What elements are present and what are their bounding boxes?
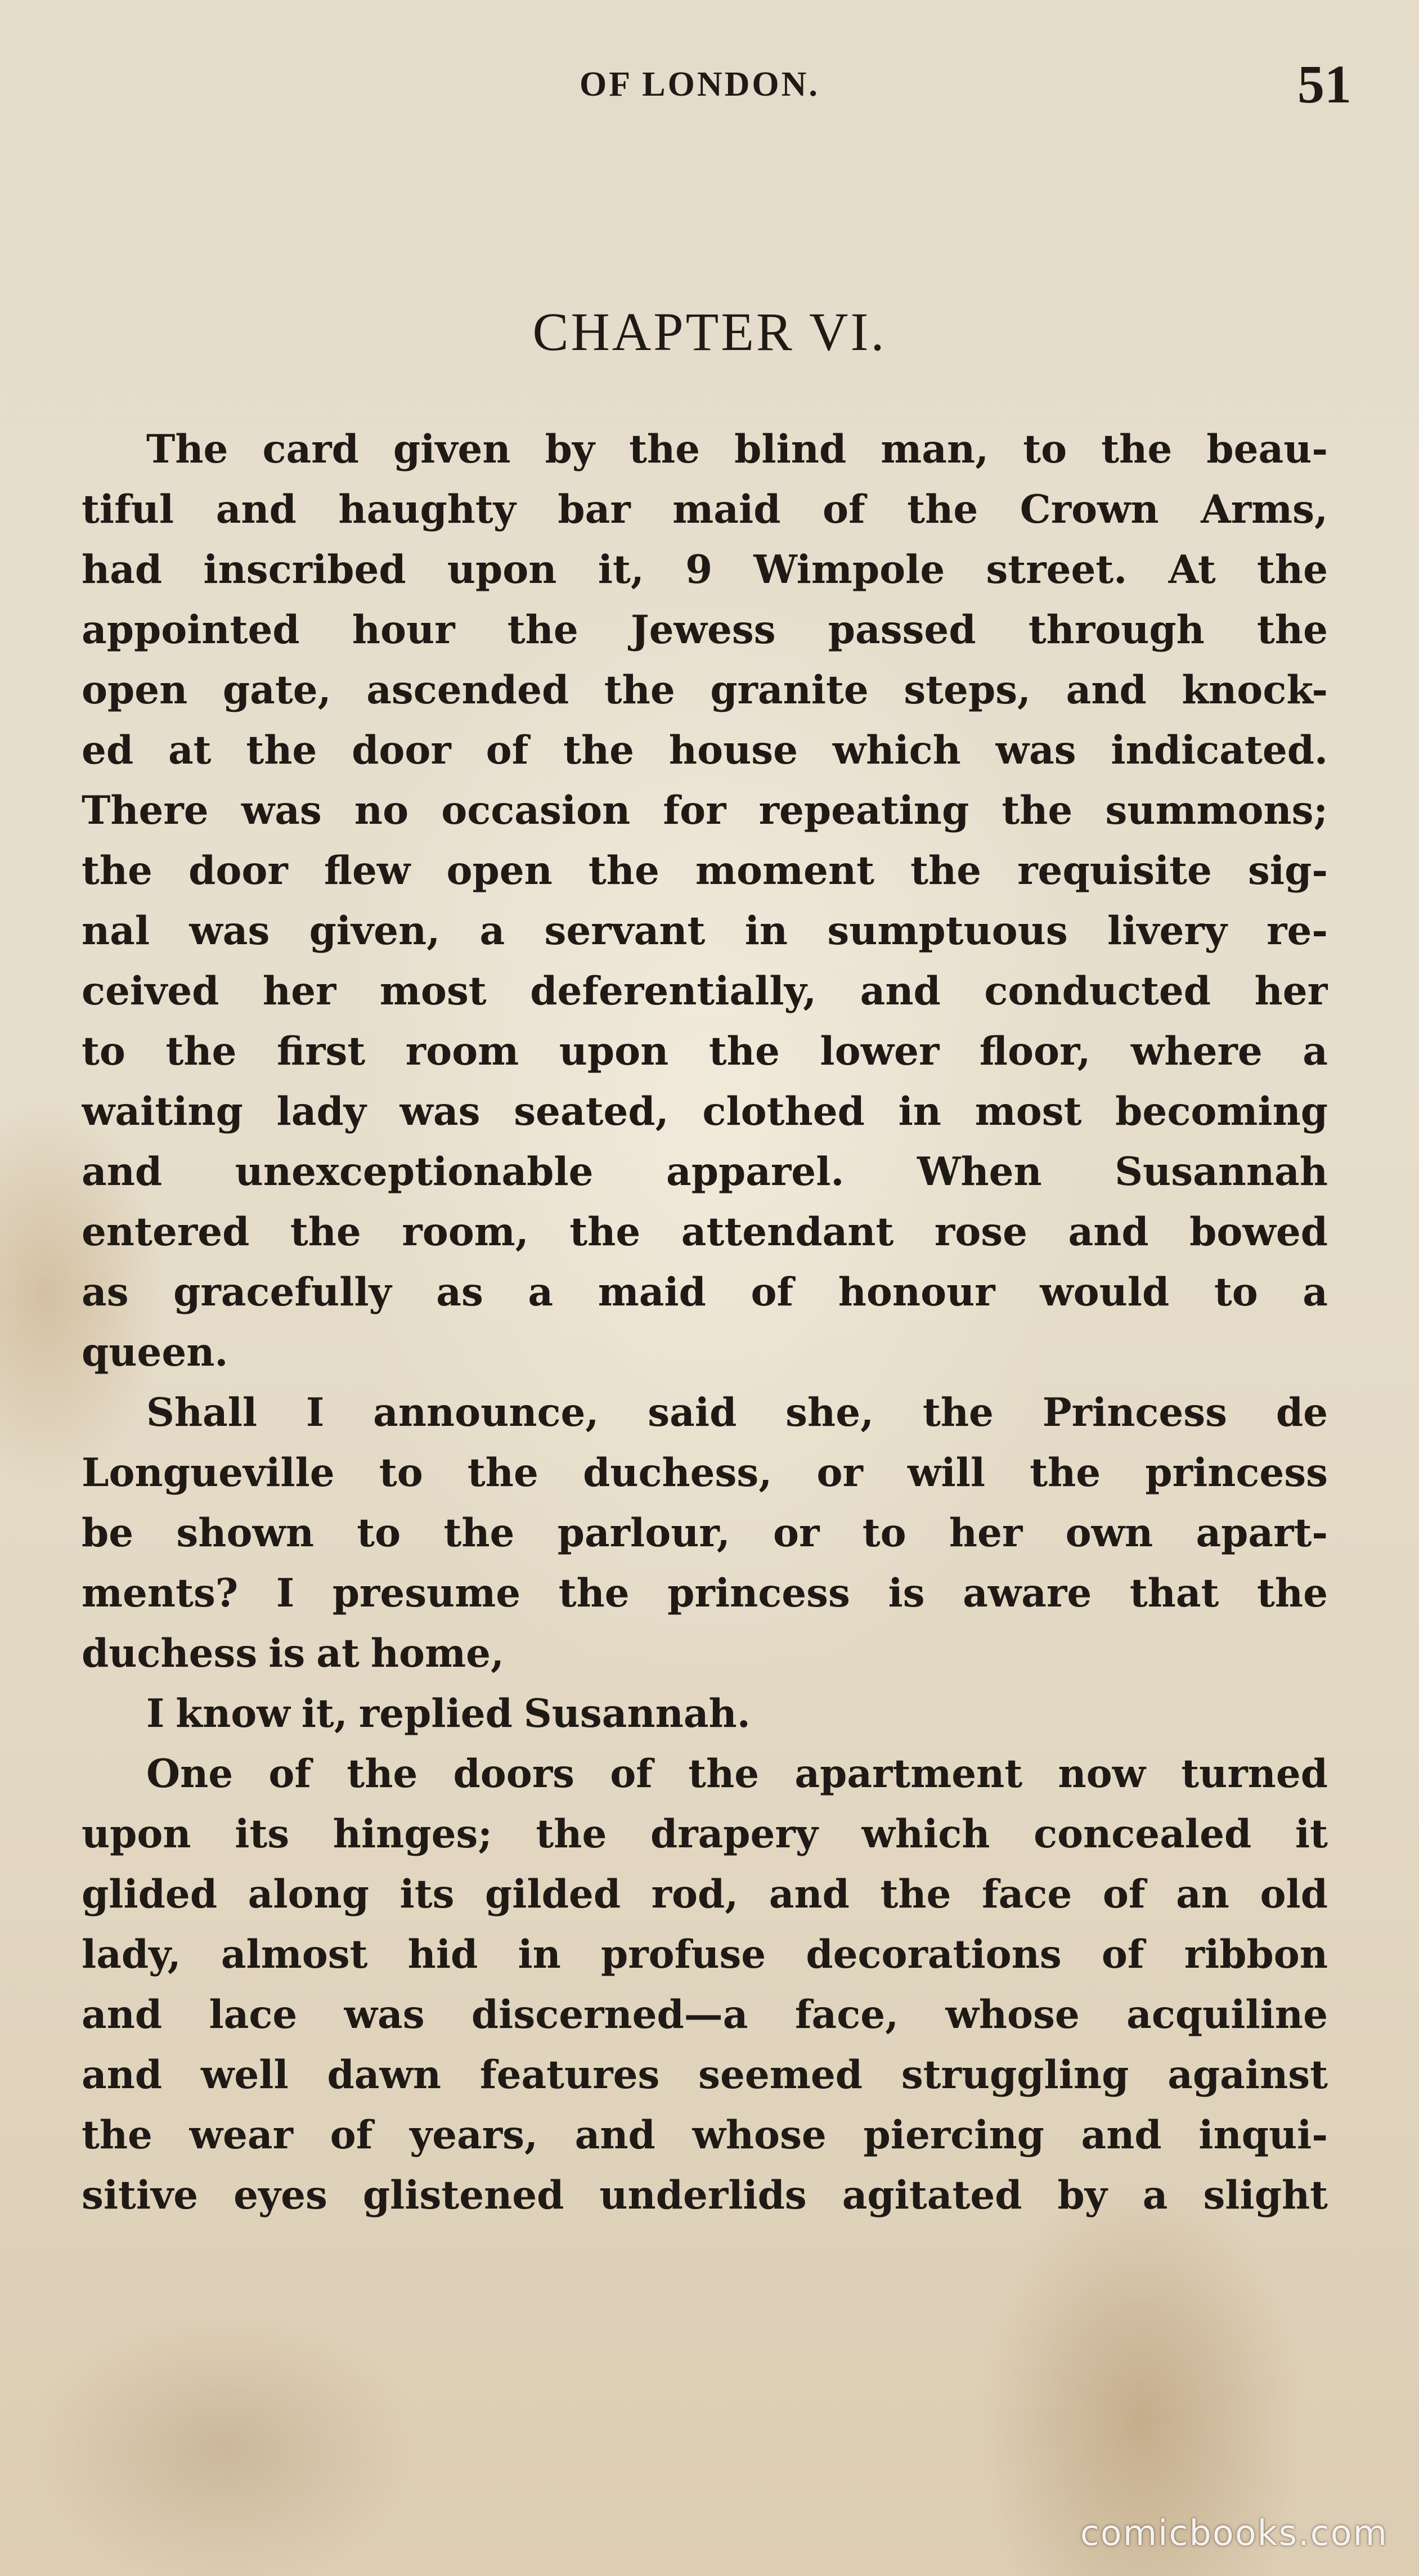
text-line: be shown to the parlour, or to her own apart- <box>82 1510 1328 1556</box>
text-line: duchess is at home, <box>82 1631 505 1676</box>
running-head: OF LONDON. <box>580 65 820 104</box>
text-line: tiful and haughty bar maid of the Crown Arms, <box>82 487 1328 532</box>
chapter-title: CHAPTER VI. <box>532 302 887 362</box>
text-line: ments? I presume the princess is aware that the <box>82 1570 1328 1616</box>
text-line: and lace was discerned—a face, whose acquiline <box>82 1992 1328 2038</box>
text-line: I know it, replied Susannah. <box>146 1691 751 1736</box>
text-line: waiting lady was seated, clothed in most becoming <box>82 1089 1328 1134</box>
text-line: entered the room, the attendant rose and bowed <box>82 1209 1328 1255</box>
text-line: There was no occasion for repeating the summons; <box>82 788 1328 833</box>
text-line: One of the doors of the apartment now turned <box>146 1751 1328 1797</box>
text-line: open gate, ascended the granite steps, and knock- <box>82 667 1328 713</box>
text-line: as gracefully as a maid of honour would to a <box>82 1269 1328 1315</box>
text-line: glided along its gilded rod, and the face of an old <box>82 1872 1328 1917</box>
text-line: queen. <box>82 1330 228 1375</box>
body-text <box>82 419 1328 2225</box>
page-number: 51 <box>1297 54 1351 114</box>
page-header <box>0 54 1419 127</box>
text-line: Longueville to the duchess, or will the princess <box>82 1450 1328 1496</box>
text-line: to the first room upon the lower floor, where a <box>82 1029 1328 1074</box>
text-line: ed at the door of the house which was indicated. <box>82 728 1328 773</box>
watermark: comicbooks.com <box>1080 2512 1388 2553</box>
text-line: ceived her most deferentially, and conducted her <box>82 968 1328 1014</box>
text-line: the door flew open the moment the requisite sig- <box>82 848 1328 894</box>
text-line: sitive eyes glistened underlids agitated by a slight <box>82 2173 1328 2218</box>
text-line: appointed hour the Jewess passed through the <box>82 607 1328 653</box>
text-line: the wear of years, and whose piercing and inqui- <box>82 2112 1328 2158</box>
text-line: and unexceptionable apparel. When Susannah <box>82 1149 1328 1195</box>
text-line: nal was given, a servant in sumptuous livery re- <box>82 908 1328 954</box>
text-line: lady, almost hid in profuse decorations of ribbon <box>82 1932 1328 1977</box>
text-line: The card given by the blind man, to the beau- <box>146 427 1328 472</box>
text-line: upon its hinges; the drapery which concealed it <box>82 1811 1328 1857</box>
text-line: Shall I announce, said she, the Princess de <box>146 1390 1328 1435</box>
text-line: had inscribed upon it, 9 Wimpole street. At the <box>82 547 1328 593</box>
text-line: and well dawn features seemed struggling against <box>82 2052 1328 2098</box>
